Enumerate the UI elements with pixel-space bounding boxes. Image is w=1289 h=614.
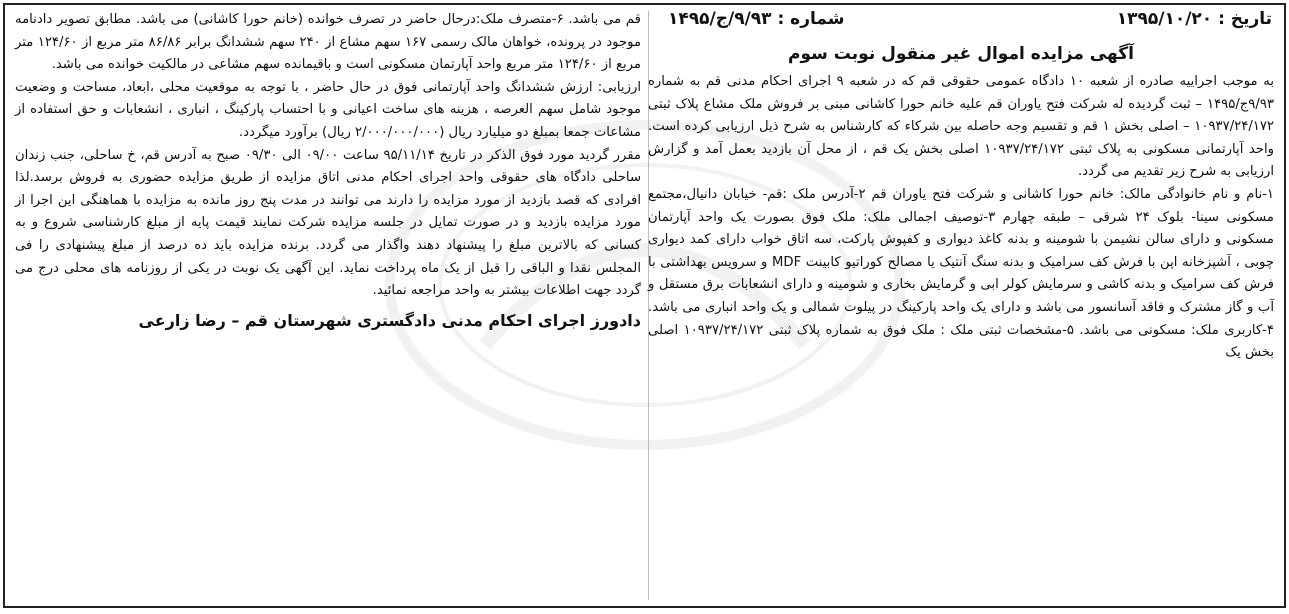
property-details-paragraph: ۱-نام و نام خانوادگی مالک: خانم حورا کاشانی و شرکت فتح یاوران قم ۲-آدرس ملک :قم- خیابان دانیال،مجتمع مسکونی سینا- بلوک ۲۴ شرقی – طبقه چهارم ۳-توصیف اجمالی ملک: ملک فوق بصورت یک واحد آپارتمان مسکونی و دارای سالن نشیمن با شومینه و بدنه کاغذ دیواری و کفپوش پارکت، سه اتاق خواب دارای کمد دیواری چوبی ، آشپزخانه اپن با فرش کف سرامیک و بدنه سنگ آنتیک یا مصالح کوراتیو کابینت MDF و سرویس بهداشتی با فرش کف سرامیک و بدنه کاشی و سرمایش کولر ابی و گرمایش بخاری و شومینه و دارای انشعابات برق مستقل و آب و گاز مشترک و فاقد آسانسور می باشد و دارای یک واحد پارکینگ در پیلوت شمالی و یک واحد انباری می باشد. ۴-کاربری ملک: مسکونی می باشد. ۵-مشخصات ثبتی ملک : ملک فوق به شماره پلاک ثبتی ۱۰۹۳۷/۲۴/۱۷۲ اصلی بخش یک [648,186,1274,361]
occupancy-paragraph: قم می باشد. ۶-متصرف ملک:درحال حاضر در تصرف خوانده (خانم حورا کاشانی) می باشد. مطابق تصویر دادنامه موجود در پرونده، خواهان مالک رسمی ۱۶۷ سهم مشاع از ۲۴۰ سهم ششدانگ برابر ۸۶/۸۶ متر مربع از ۱۲۴/۶۰ متر مربع از ۱۲۴/۶۰ متر مربع واحد آپارتمان مسکونی است و باقیمانده سهم مشاعی در مالکیت خوانده می باشد. [15,12,642,73]
signature-line: دادورز اجرای احکام مدنی دادگستری شهرستان قم – رضا زارعی [138,310,641,330]
intro-paragraph: به موجب اجراییه صادره از شعبه ۱۰ دادگاه عمومی حقوقی قم که در شعبه ۹ اجرای احکام مدنی قم به شماره ۹/۹۳ج/۱۴۹۵ – ثبت گردیده له شرکت فتح یاوران قم علیه خانم حورا کاشانی مبنی بر فروش ملک مشاع پلاک ثبتی ۱۰۹۳۷/۲۴/۱۷۲ – اصلی بخش ۱ قم و تقسیم وجه حاصله بین شرکاء که کارشناس به شرح ذیل ارزیابی کرده است. واحد آپارتمانی مسکونی به پلاک ثبتی ۱۰۹۳۷/۲۴/۱۷۲ اصلی بخش یک قم ، از محل آن بازدید بعمل آمد و گزارش ارزیابی به شرح زیر تقدیم می گردد. [648,74,1275,180]
notice-header [648,9,1274,39]
number-label: شماره : [777,9,845,29]
right-column [648,9,1274,602]
notice-title: آگهی مزایده اموال غیر منقول نوبت سوم [788,44,1134,64]
number-value: ۹/۹۳/ج/۱۴۹۵ [668,9,772,29]
number-block [668,9,845,29]
date-label: تاریخ : [1218,9,1272,29]
notice-page [3,3,1286,608]
auction-terms-paragraph: مقرر گردید مورد فوق الذکر در تاریخ ۹۵/۱۱/۱۴ ساعت ۰۹/۰۰ الی ۰۹/۳۰ صبح به آدرس قم، خ ساحلی، جنب زندان ساحلی دادگاه های حقوقی واحد اجرای احکام مدنی اتاق مزایده از طریق مزایده حضوری به فروش برسد.لذا افرادی که قصد بازدید از مورد مزایده را دارند می توانند در مدت پنج روز مانده به مزایده با هماهنگی این اجرا از مورد مزایده بازدید و در صورت تمایل در جلسه مزایده شرکت نمایند قیمت پایه از مبلغ کارشناسی شروع و به کسانی که بالاترین مبلغ را پیشنهاد دهند واگذار می گردد. برنده مزایده باید ده درصد از مبلغ پیشنهادی را فی المجلس نقدا و الباقی را قبل از یک ماه پرداخت نماید. این آگهی یک نوبت در یکی از روزنامه های محلی درج می گردد جهت اطلاعات بیشتر به واحد مراجعه نمائید. [15,147,641,299]
date-value: ۱۳۹۵/۱۰/۲۰ [1116,9,1213,29]
valuation-paragraph: ارزیابی: ارزش ششدانگ واحد آپارتمانی فوق در حال حاضر ، با توجه به موقعیت محلی ،ابعاد، مساحت و وضعیت موجود شامل سهم العرصه ، هزینه های ساخت اعیانی و با احتساب پارکینگ ، انباری ، انشعابات و حق استفاده از مشاعات جمعا بمبلغ دو میلیارد ریال (۲/۰۰۰/۰۰۰/۰۰۰ ریال) برآورد میگردد. [15,79,641,140]
left-column [15,9,641,602]
date-block [1117,9,1272,29]
